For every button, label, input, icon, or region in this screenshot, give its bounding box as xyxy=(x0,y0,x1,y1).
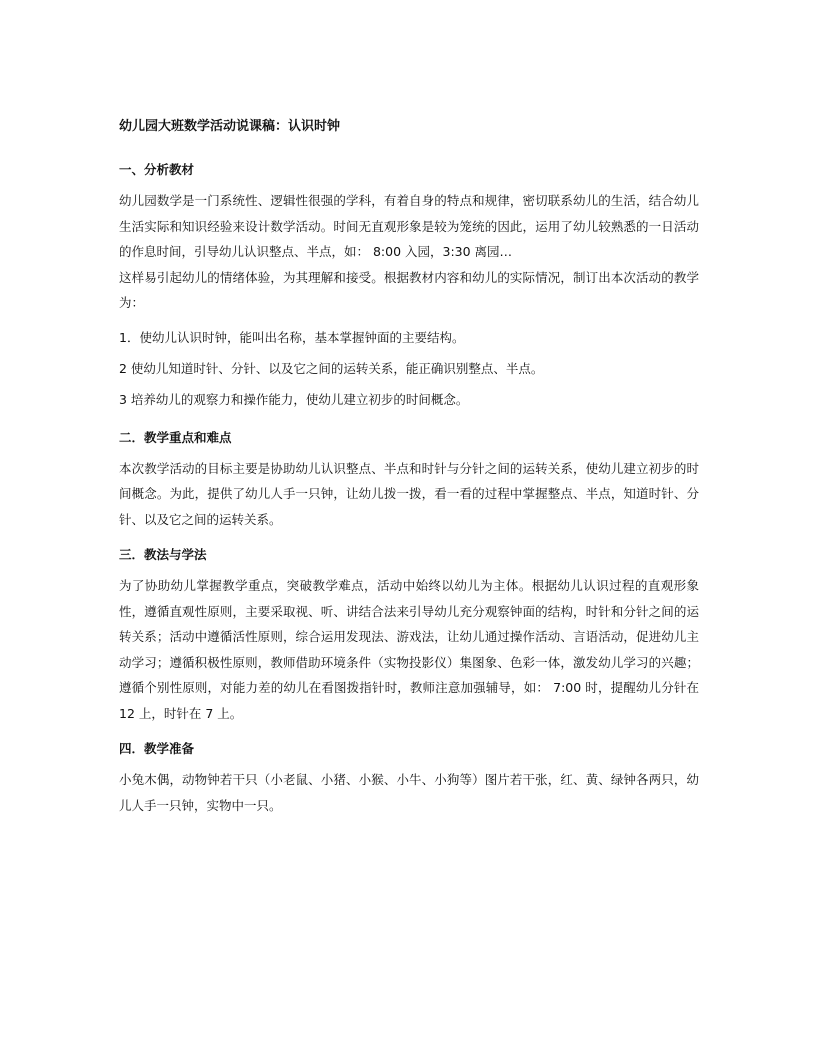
section-paragraph: 为了协助幼儿掌握教学重点，突破教学难点，活动中始终以幼儿为主体。根据幼儿认识过程的直观形象性，遵循直观性原则，主要采取视、听、讲结合法来引导幼儿充分观察钟面的结构，时针和分针之间的运转关系；活动中遵循活性原则，综合运用发现法、游戏法，让幼儿通过操作活动、言语活动，促进幼儿主动学习；遵循积极性原则，教师借助环境条件（实物投影仪）集图象、色彩一体，激发幼儿学习的兴趣；遵循个别性原则，对能力差的幼儿在看图拨指针时，教师注意加强辅导，如： 7:00 时，提醒幼儿分针在 12 上，时针在 7 上。 xyxy=(119,578,699,721)
section-paragraph: 这样易引起幼儿的情绪体验，为其理解和接受。根据教材内容和幼儿的实际情况，制订出本次活动的教学为： xyxy=(119,269,699,310)
section-preparation xyxy=(119,740,699,818)
section-paragraph: 小兔木偶，动物钟若干只（小老鼠、小猪、小猴、小牛、小狗等）图片若干张，红、黄、绿钟各两只，幼儿人手一只钟，实物中一只。 xyxy=(119,772,699,813)
section-methods xyxy=(119,546,699,726)
section-heading: 一、分析教材 xyxy=(119,162,195,177)
document-title: 幼儿园大班数学活动说课稿：认识时钟 xyxy=(119,119,341,134)
section-key-points xyxy=(119,429,699,533)
document-body xyxy=(119,118,699,818)
goal-item: 3 培养幼儿的观察力和操作能力，使幼儿建立初步的时间概念。 xyxy=(119,391,469,407)
section-analysis xyxy=(119,161,699,415)
section-paragraph: 幼儿园数学是一门系统性、逻辑性很强的学科，有着自身的特点和规律，密切联系幼儿的生活，结合幼儿生活实际和知识经验来设计数学活动。时间无直观形象是较为笼统的因此，运用了幼儿较熟悉的一日活动的作息时间，引导幼儿认识整点、半点，如： 8:00 入园，3:30 离园… xyxy=(119,193,699,259)
goal-item: 2 使幼儿知道时针、分针、以及它之间的运转关系，能正确识别整点、半点。 xyxy=(119,360,544,376)
section-heading: 二．教学重点和难点 xyxy=(119,429,232,445)
section-heading: 三．教法与学法 xyxy=(119,547,207,562)
goal-item: 1．使幼儿认识时钟，能叫出名称，基本掌握钟面的主要结构。 xyxy=(119,329,465,345)
section-heading: 四．教学准备 xyxy=(119,741,195,756)
section-paragraph: 本次教学活动的目标主要是协助幼儿认识整点、半点和时针与分针之间的运转关系，使幼儿建立初步的时间概念。为此，提供了幼儿人手一只钟，让幼儿拨一拨，看一看的过程中掌握整点、半点，知道时针、分针、以及它之间的运转关系。 xyxy=(119,460,699,527)
